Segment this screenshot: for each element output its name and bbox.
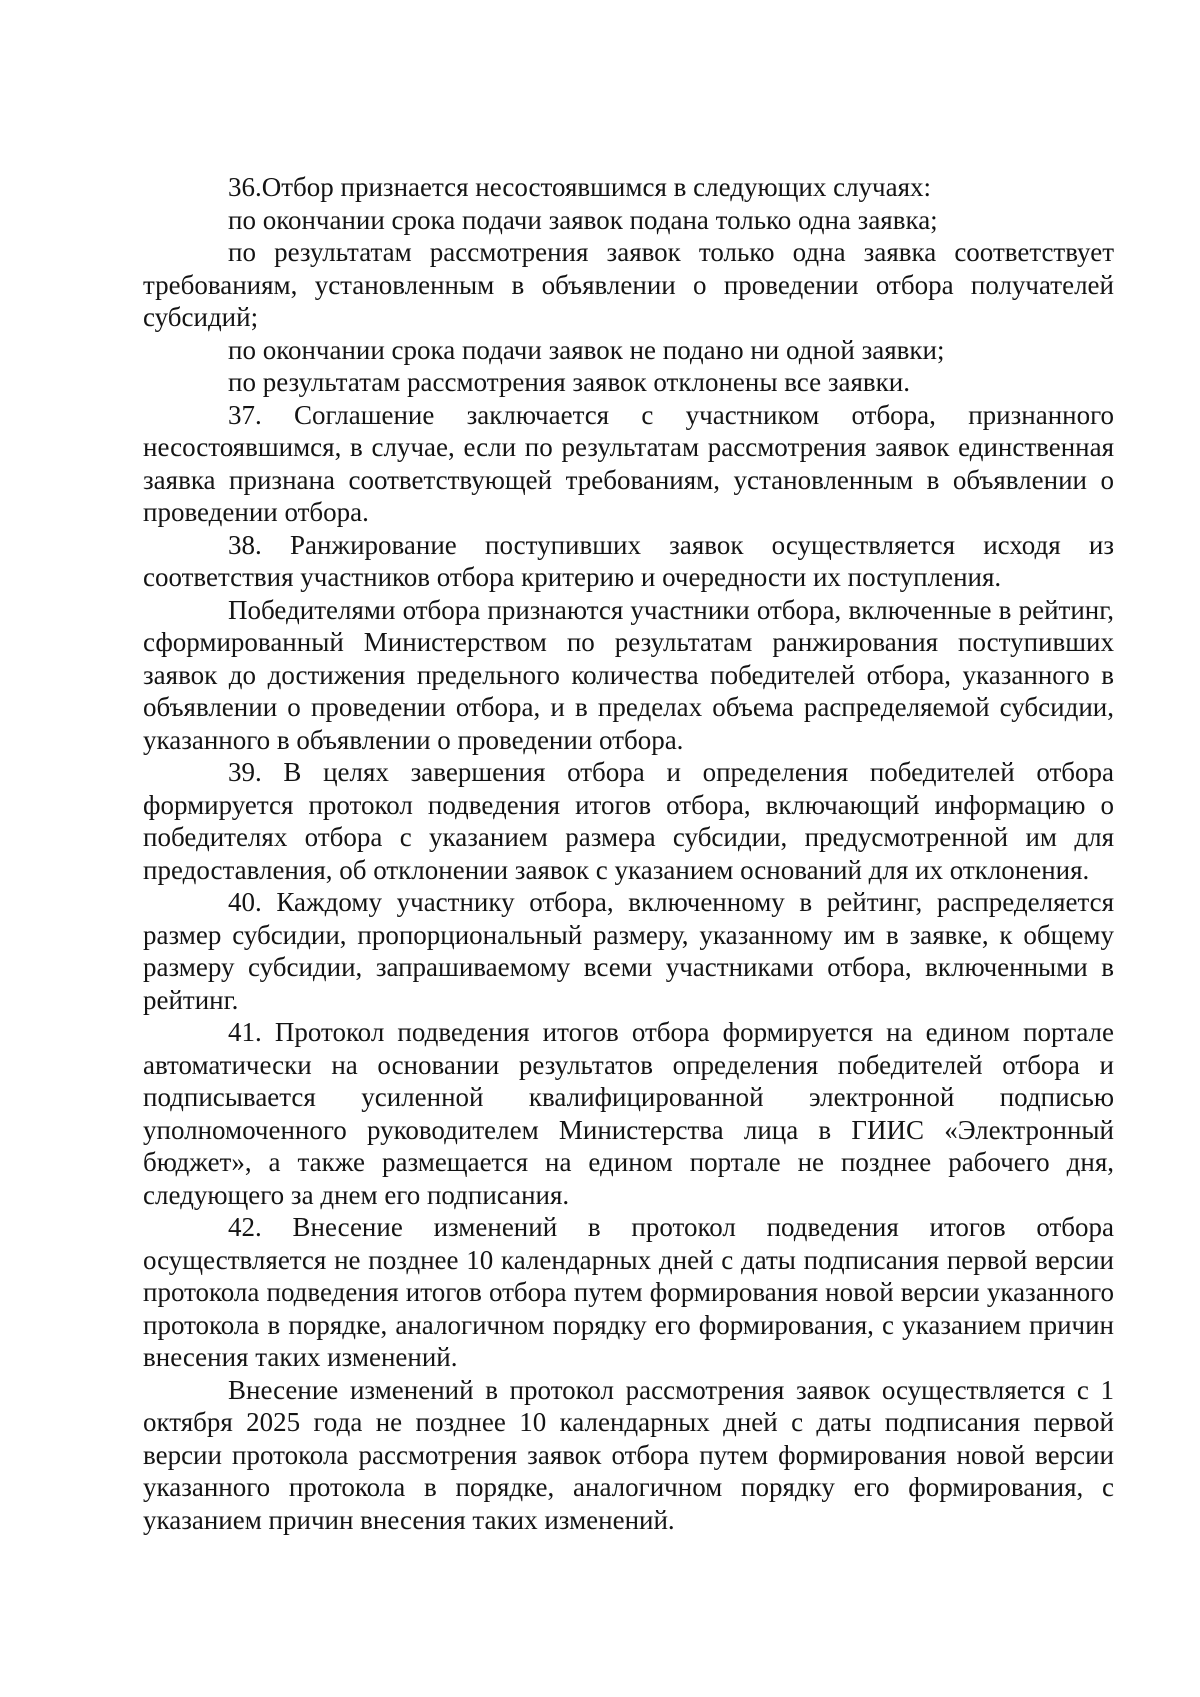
clause-36-case-3: по окончании срока подачи заявок не подано ни одной заявки; [228,334,945,365]
clause-36-case-4: по результатам рассмотрения заявок отклонены все заявки. [228,367,910,397]
clause-39: 39. В целях завершения отбора и определения победителей отбора формируется протокол подведения итогов отбора, включающий информацию о победителях отбора с указанием размера субсидии, предусмотренной им для предоставления, об отклонении заявок с указанием оснований для их отклонения. [143,757,1114,885]
clause-42: 42. Внесение изменений в протокол подведения итогов отбора осуществляется не позднее 10 календарных дней с даты подписания первой версии протокола подведения итогов отбора путем формирования новой версии указанного протокола в порядке, аналогичном порядку его формирования, с указанием причин внесения таких изменений. [143,1212,1114,1372]
clause-36-heading: 36.Отбор признается несостоявшимся в следующих случаях: [228,172,932,202]
clause-37: 37. Соглашение заключается с участником отбора, признанного несостоявшимся, в случае, если по результатам рассмотрения заявок единственная заявка признана соответствующей требованиям, установленным в объявлении о проведении отбора. [143,399,1114,527]
clause-42-amendments: Внесение изменений в протокол рассмотрения заявок осуществляется с 1 октября 2025 года не позднее 10 календарных дней с даты подписания первой версии протокола рассмотрения заявок отбора путем формирования новой версии указанного протокола в порядке, аналогичном порядку его формирования, с указанием причин внесения таких изменений. [143,1374,1114,1535]
clause-38: 38. Ранжирование поступивших заявок осуществляется исходя из соответствия участников отбора критерию и очередности их поступления. [143,529,1114,592]
clause-36-case-2: по результатам рассмотрения заявок только одна заявка соответствует требованиям, установленным в объявлении о проведении отбора получателей субсидий; [143,237,1114,332]
document-body [143,171,1114,1536]
clause-36-case-1: по окончании срока подачи заявок подана только одна заявка; [228,204,938,235]
clause-41: 41. Протокол подведения итогов отбора формируется на едином портале автоматически на основании результатов определения победителей отбора и подписывается усиленной квалифицированной электронной подписью уполномоченного руководителем Министерства лица в ГИИС «Электронный бюджет», а также размещается на едином портале не позднее рабочего дня, следующего за днем его подписания. [143,1017,1114,1210]
clause-40: 40. Каждому участнику отбора, включенному в рейтинг, распределяется размер субсидии, пропорциональный размеру, указанному им в заявке, к общему размеру субсидии, запрашиваемому всеми участниками отбора, включенными в рейтинг. [143,887,1114,1015]
clause-38-winners: Победителями отбора признаются участники отбора, включенные в рейтинг, сформированный Министерством по результатам ранжирования поступивших заявок до достижения предельного количества победителей отбора, указанного в объявлении о проведении отбора, и в пределах объема распределяемой субсидии, указанного в объявлении о проведении отбора. [143,594,1114,755]
